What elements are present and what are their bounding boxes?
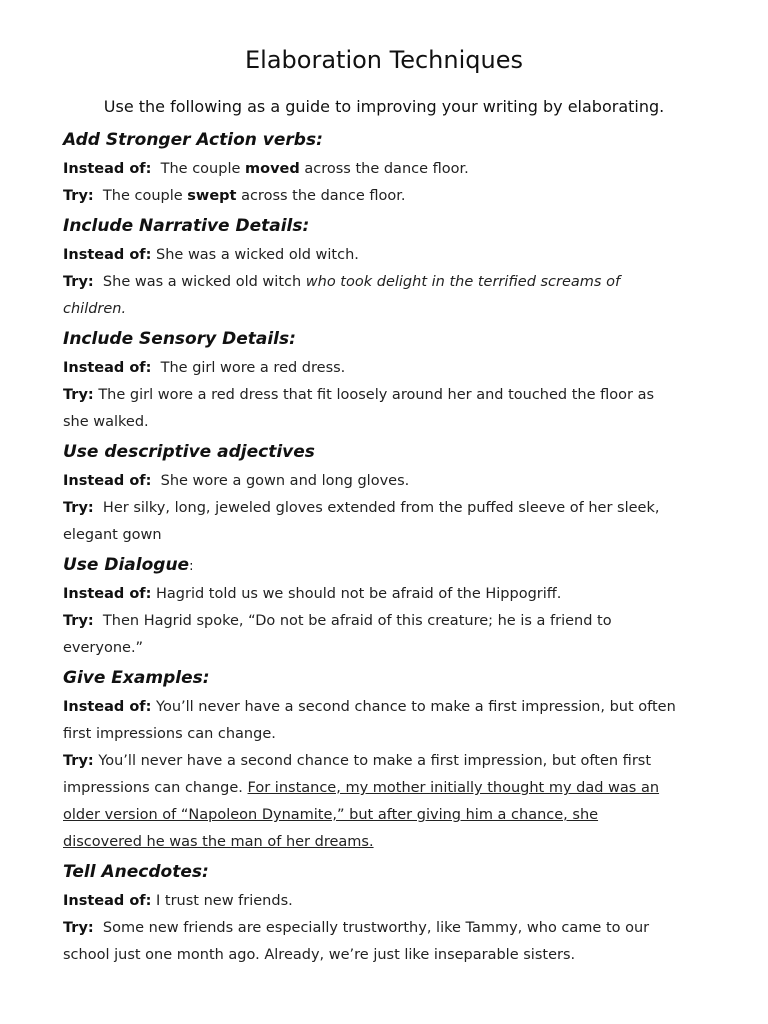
try-text: school just one month ago. Already, we’re just like inseparable sisters. (63, 947, 576, 963)
try-label: Try: (63, 188, 94, 204)
section-sensory-details (63, 328, 713, 436)
try-line (63, 608, 713, 635)
try-line (63, 915, 713, 942)
instead-text: She wore a gown and long gloves. (160, 473, 410, 489)
try-line (63, 382, 713, 409)
heading-colon: : (189, 559, 194, 574)
try-italic-text: who took delight in the terrified screams of (305, 274, 621, 290)
instead-text: across the dance floor. (299, 161, 469, 177)
instead-text: The girl wore a red dress. (160, 360, 346, 376)
section-heading: Include Narrative Details: (63, 216, 310, 236)
section-heading: Add Stronger Action verbs: (63, 130, 323, 150)
try-line-continued (63, 635, 713, 662)
intro-text: Use the following as a guide to improving your writing by elaborating. (103, 97, 665, 116)
try-text: Her silky, long, jeweled gloves extended from the puffed sleeve of her sleek, (102, 500, 660, 516)
instead-label: Instead of: (63, 360, 152, 376)
try-text: impressions can change. (63, 780, 248, 796)
try-line (63, 183, 713, 210)
try-label: Try: (63, 613, 94, 629)
try-text: everyone.” (63, 640, 144, 656)
try-line-continued (63, 296, 713, 323)
try-text: she walked. (63, 414, 149, 430)
instead-line (63, 156, 713, 183)
try-label: Try: (63, 274, 94, 290)
try-line-continued (63, 829, 713, 856)
try-label: Try: (63, 920, 94, 936)
instead-label: Instead of: (63, 893, 152, 909)
section-narrative-details (63, 215, 713, 323)
try-line (63, 269, 713, 296)
instead-label: Instead of: (63, 161, 152, 177)
instead-line (63, 355, 713, 382)
section-action-verbs (63, 129, 713, 210)
try-label: Try: (63, 387, 94, 403)
try-line-continued (63, 802, 713, 829)
instead-text: The couple (160, 161, 245, 177)
page-title: Elaboration Techniques (245, 46, 523, 74)
section-heading: Include Sensory Details: (63, 329, 296, 349)
try-label: Try: (63, 753, 94, 769)
instead-line-continued (63, 721, 713, 748)
instead-label: Instead of: (63, 699, 152, 715)
try-text: She was a wicked old witch (102, 274, 306, 290)
instead-label: Instead of: (63, 586, 152, 602)
try-underlined-text: older version of “Napoleon Dynamite,” but after giving him a chance, she (63, 807, 599, 823)
try-text: Then Hagrid spoke, “Do not be afraid of this creature; he is a friend to (102, 613, 612, 629)
instead-line (63, 888, 713, 915)
instead-label: Instead of: (63, 473, 152, 489)
section-heading (63, 554, 713, 581)
instead-line (63, 581, 713, 608)
try-text: The girl wore a red dress that fit loosely around her and touched the floor as (98, 387, 655, 403)
instead-label: Instead of: (63, 247, 152, 263)
try-text: You’ll never have a second chance to make a first impression, but often first (98, 753, 652, 769)
section-dialogue (63, 554, 713, 662)
section-anecdotes (63, 861, 713, 969)
try-line-continued (63, 409, 713, 436)
section-heading: Give Examples: (63, 668, 210, 688)
instead-line (63, 694, 713, 721)
section-heading: Tell Anecdotes: (63, 862, 209, 882)
try-italic-text: children. (63, 301, 127, 317)
try-underlined-text: For instance, my mother initially thought my dad was an (247, 780, 660, 796)
instead-text: She was a wicked old witch. (156, 247, 359, 263)
section-descriptive-adjectives (63, 441, 713, 549)
try-text: Some new friends are especially trustworthy, like Tammy, who came to our (102, 920, 650, 936)
section-heading-text: Use Dialogue (63, 555, 190, 575)
instead-line (63, 242, 713, 269)
try-underlined-text: discovered he was the man of her dreams. (63, 834, 374, 850)
try-line (63, 495, 713, 522)
section-heading: Use descriptive adjectives (63, 442, 315, 462)
try-text: elegant gown (63, 527, 162, 543)
try-line-continued (63, 942, 713, 969)
try-line-continued (63, 775, 713, 802)
instead-text: You’ll never have a second chance to make a first impression, but often (156, 699, 676, 715)
try-line-continued (63, 522, 713, 549)
instead-text: I trust new friends. (156, 893, 293, 909)
try-line (63, 748, 713, 775)
try-strong-word: swept (187, 188, 237, 204)
try-label: Try: (63, 500, 94, 516)
instead-line (63, 468, 713, 495)
try-text: The couple (102, 188, 188, 204)
section-examples (63, 667, 713, 856)
try-text: across the dance floor. (236, 188, 406, 204)
instead-text: first impressions can change. (63, 726, 276, 742)
instead-strong-word: moved (245, 161, 300, 177)
instead-text: Hagrid told us we should not be afraid of the Hippogriff. (156, 586, 562, 602)
